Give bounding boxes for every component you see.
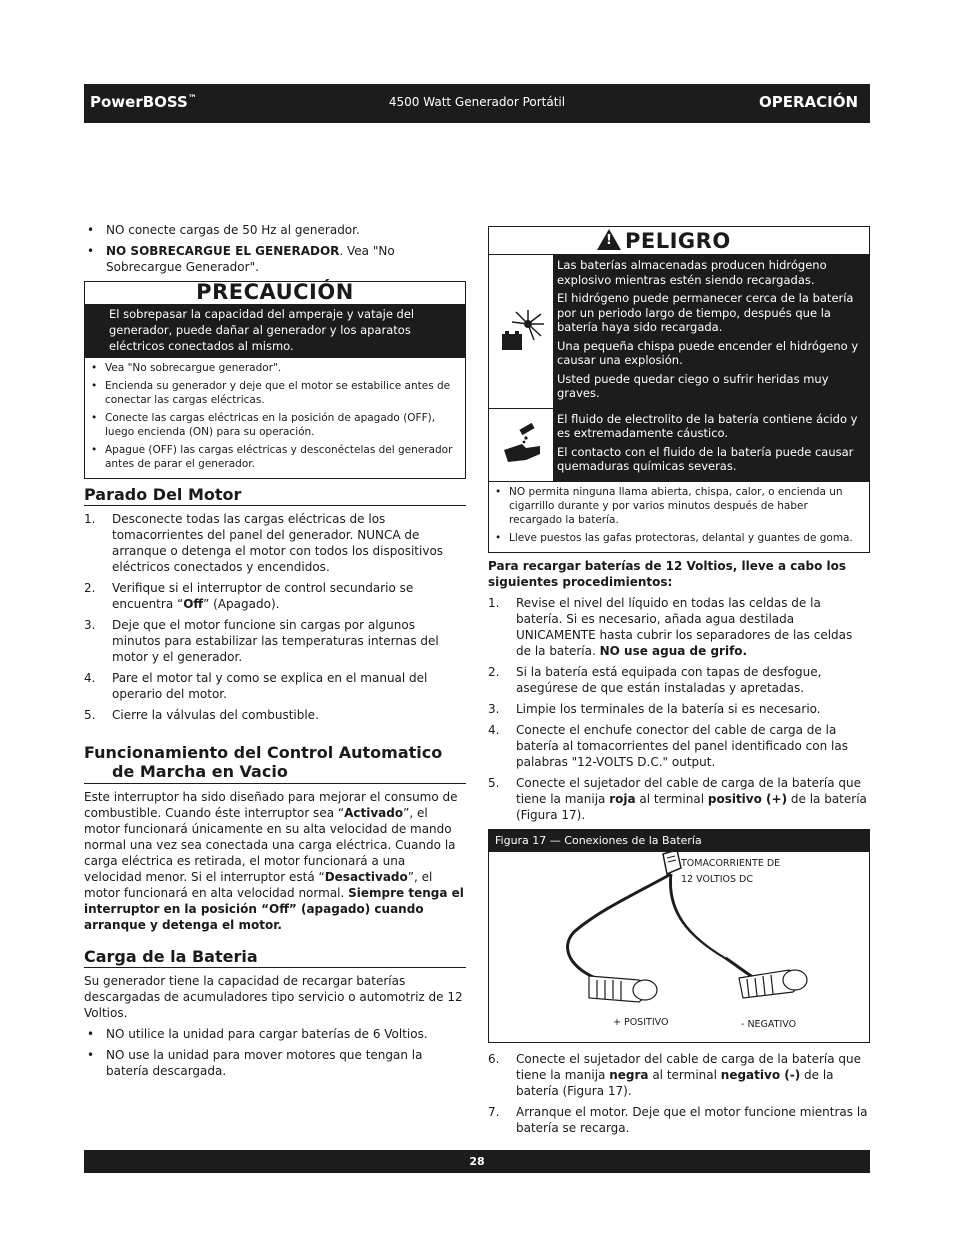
funcionamiento-heading: Funcionamiento del Control Automatico de Marcha en Vacio: [84, 743, 466, 784]
footer-bar: [84, 1150, 870, 1173]
section-title: OPERACIÓN: [758, 93, 858, 111]
peligro-row-hydrogen: [489, 254, 869, 408]
header-bar: [84, 84, 870, 123]
battery-cable-illustration: [489, 852, 869, 1042]
recharge-steps: [488, 595, 870, 823]
list-item: • NO conecte cargas de 50 Hz al generador.: [84, 222, 466, 238]
list-item: • Conecte las cargas eléctricas en la posición de apagado (OFF), luego encienda (ON) para su operación.: [89, 411, 459, 439]
list-item: • Encienda su generador y deje que el motor se estabilice antes de conectar las cargas eléctricas.: [89, 379, 459, 407]
list-item: • Apague (OFF) las cargas eléctricas y desconéctelas del generador antes de parar el generador.: [89, 443, 459, 471]
precaucion-box: [84, 281, 466, 479]
list-item: 5. Conecte el sujetador del cable de carga de la batería que tiene la manija roja al terminal positivo (+) de la batería (Figura 17).: [488, 775, 867, 822]
list-item: 1. Revise el nivel del líquido en todas las celdas de la batería. Si es necesario, añada agua destilada UNICAMENTE hasta cubrir los separadores de las celdas de la batería. NO use agua de grifo.: [488, 595, 853, 658]
peligro-text: El contacto con el fluido de la batería puede causar quemaduras químicas severas.: [557, 444, 854, 473]
list-item: 4. Conecte el enchufe conector del cable de carga de la batería al tomacorrientes del panel identificado con las palabras "12-VOLTS D.C." output.: [488, 722, 848, 769]
list-item: 5. Cierre la válvulas del combustible.: [84, 708, 319, 722]
negative-label: - NEGATIVO: [741, 1018, 797, 1030]
peligro-bullets: [493, 485, 863, 545]
peligro-text: Usted puede quedar ciego o sufrir heridas muy graves.: [557, 371, 829, 400]
explosion-icon: [489, 255, 553, 408]
carga-heading: Carga de la Bateria: [84, 949, 466, 968]
peligro-text: El hidrógeno puede permanecer cerca de la batería por un periodo largo de tiempo, después que la batería haya sido recargada.: [557, 291, 854, 334]
list-item: 1. Desconecte todas las cargas eléctricas de los tomacorrientes del panel del generador. NUNCA de arranque o detenga el motor con todos los dispositivos eléctricos conectados y encendidos.: [84, 512, 444, 574]
left-column: [84, 222, 466, 1084]
carga-paragraph: Su generador tiene la capacidad de recargar baterías descargadas de acumuladores tipo servicio o automotriz de 12 Voltios.: [84, 974, 463, 1020]
list-item: 3. Limpie los terminales de la batería si es necesario.: [488, 701, 821, 716]
funcionamiento-paragraph: Este interruptor ha sido diseñado para mejorar el consumo de combustible. Cuando éste interruptor sea “Activado”, el motor funcionará únicamente en su alta velocidad de mando normal una vez sea conectada una carga eléctrica. Cuando la carga eléctrica es retirada, el motor funcionará a una velocidad menor. Si el interruptor está “Desactivado”, el motor funcionará en alta velocidad normal. Siempre tenga el interruptor en la posición “Off” (apagado) cuando arranque y detenga el motor.: [84, 790, 464, 932]
brand-logo: PowerBOSS™: [90, 93, 197, 111]
warning-triangle-icon: !: [597, 229, 621, 250]
precaucion-warning: El sobrepasar la capacidad del amperaje y vataje del generador, puede dañar al generador y los aparatos eléctricos conectados al mismo.: [85, 304, 465, 358]
list-item: • Vea "No sobrecargue generador".: [89, 361, 459, 375]
peligro-title: ! PELIGRO: [489, 227, 869, 254]
recharge-steps-after: [488, 1051, 870, 1136]
right-column: [488, 226, 870, 1141]
list-item: • NO permita ninguna llama abierta, chispa, calor, o encienda un cigarrillo durante y por varios minutos después de haber recargado la batería.: [493, 485, 863, 527]
list-item: 2. Si la batería está equipada con tapas de desfogue, asegúrese de que están instaladas y apretadas.: [488, 664, 822, 695]
figure-17: [488, 829, 870, 1043]
outlet-label: TOMACORRIENTE DE 12 VOLTIOS DC: [681, 857, 781, 885]
peligro-text: Las baterías almacenadas producen hidrógeno explosivo mientras estén siendo recargadas.: [557, 258, 827, 287]
parado-steps: [84, 511, 466, 723]
parado-heading: Parado Del Motor: [84, 487, 466, 506]
precaucion-bullets: [89, 361, 459, 471]
peligro-text: El fluido de electrolito de la batería contiene ácido y es extremadamente cáustico.: [557, 411, 858, 440]
peligro-text: Una pequeña chispa puede encender el hidrógeno y causar una explosión.: [557, 338, 859, 367]
list-item: 3. Deje que el motor funcione sin cargas por algunos minutos para estabilizar las temperaturas internas del motor y el generador.: [84, 618, 439, 664]
peligro-row-acid: [489, 408, 869, 481]
list-item: 6. Conecte el sujetador del cable de carga de la batería que tiene la manija negra al terminal negativo (-) de la batería (Figura 17).: [488, 1051, 862, 1098]
list-item: 4. Pare el motor tal y como se explica en el manual del operario del motor.: [84, 671, 428, 701]
carga-bullets: [84, 1026, 466, 1079]
list-item: 2. Verifique si el interruptor de control secundario se encuentra “Off” (Apagado).: [84, 581, 414, 611]
list-item: 7. Arranque el motor. Deje que el motor funcione mientras la batería se recarga.: [488, 1104, 868, 1135]
acid-hand-icon: [489, 409, 553, 481]
precaucion-title: PRECAUCIÓN: [196, 280, 354, 304]
document-title: 4500 Watt Generador Portátil: [388, 95, 566, 109]
procedure-heading: Para recargar baterías de 12 Voltios, lleve a cabo los siguientes procedimientos:: [488, 558, 846, 589]
figure-caption: Figura 17 — Conexiones de la Batería: [489, 830, 869, 852]
intro-bullets: [84, 222, 466, 275]
peligro-box: [488, 226, 870, 553]
list-item: • Lleve puestos las gafas protectoras, delantal y guantes de goma.: [493, 531, 863, 545]
list-item: • NO SOBRECARGUE EL GENERADOR. Vea "No Sobrecargue Generador".: [84, 243, 466, 275]
positive-label: + POSITIVO: [613, 1016, 669, 1028]
list-item: • NO use la unidad para mover motores que tengan la batería descargada.: [84, 1047, 466, 1079]
list-item: • NO utilice la unidad para cargar baterías de 6 Voltios.: [84, 1026, 466, 1042]
page-number: 28: [469, 1155, 485, 1168]
